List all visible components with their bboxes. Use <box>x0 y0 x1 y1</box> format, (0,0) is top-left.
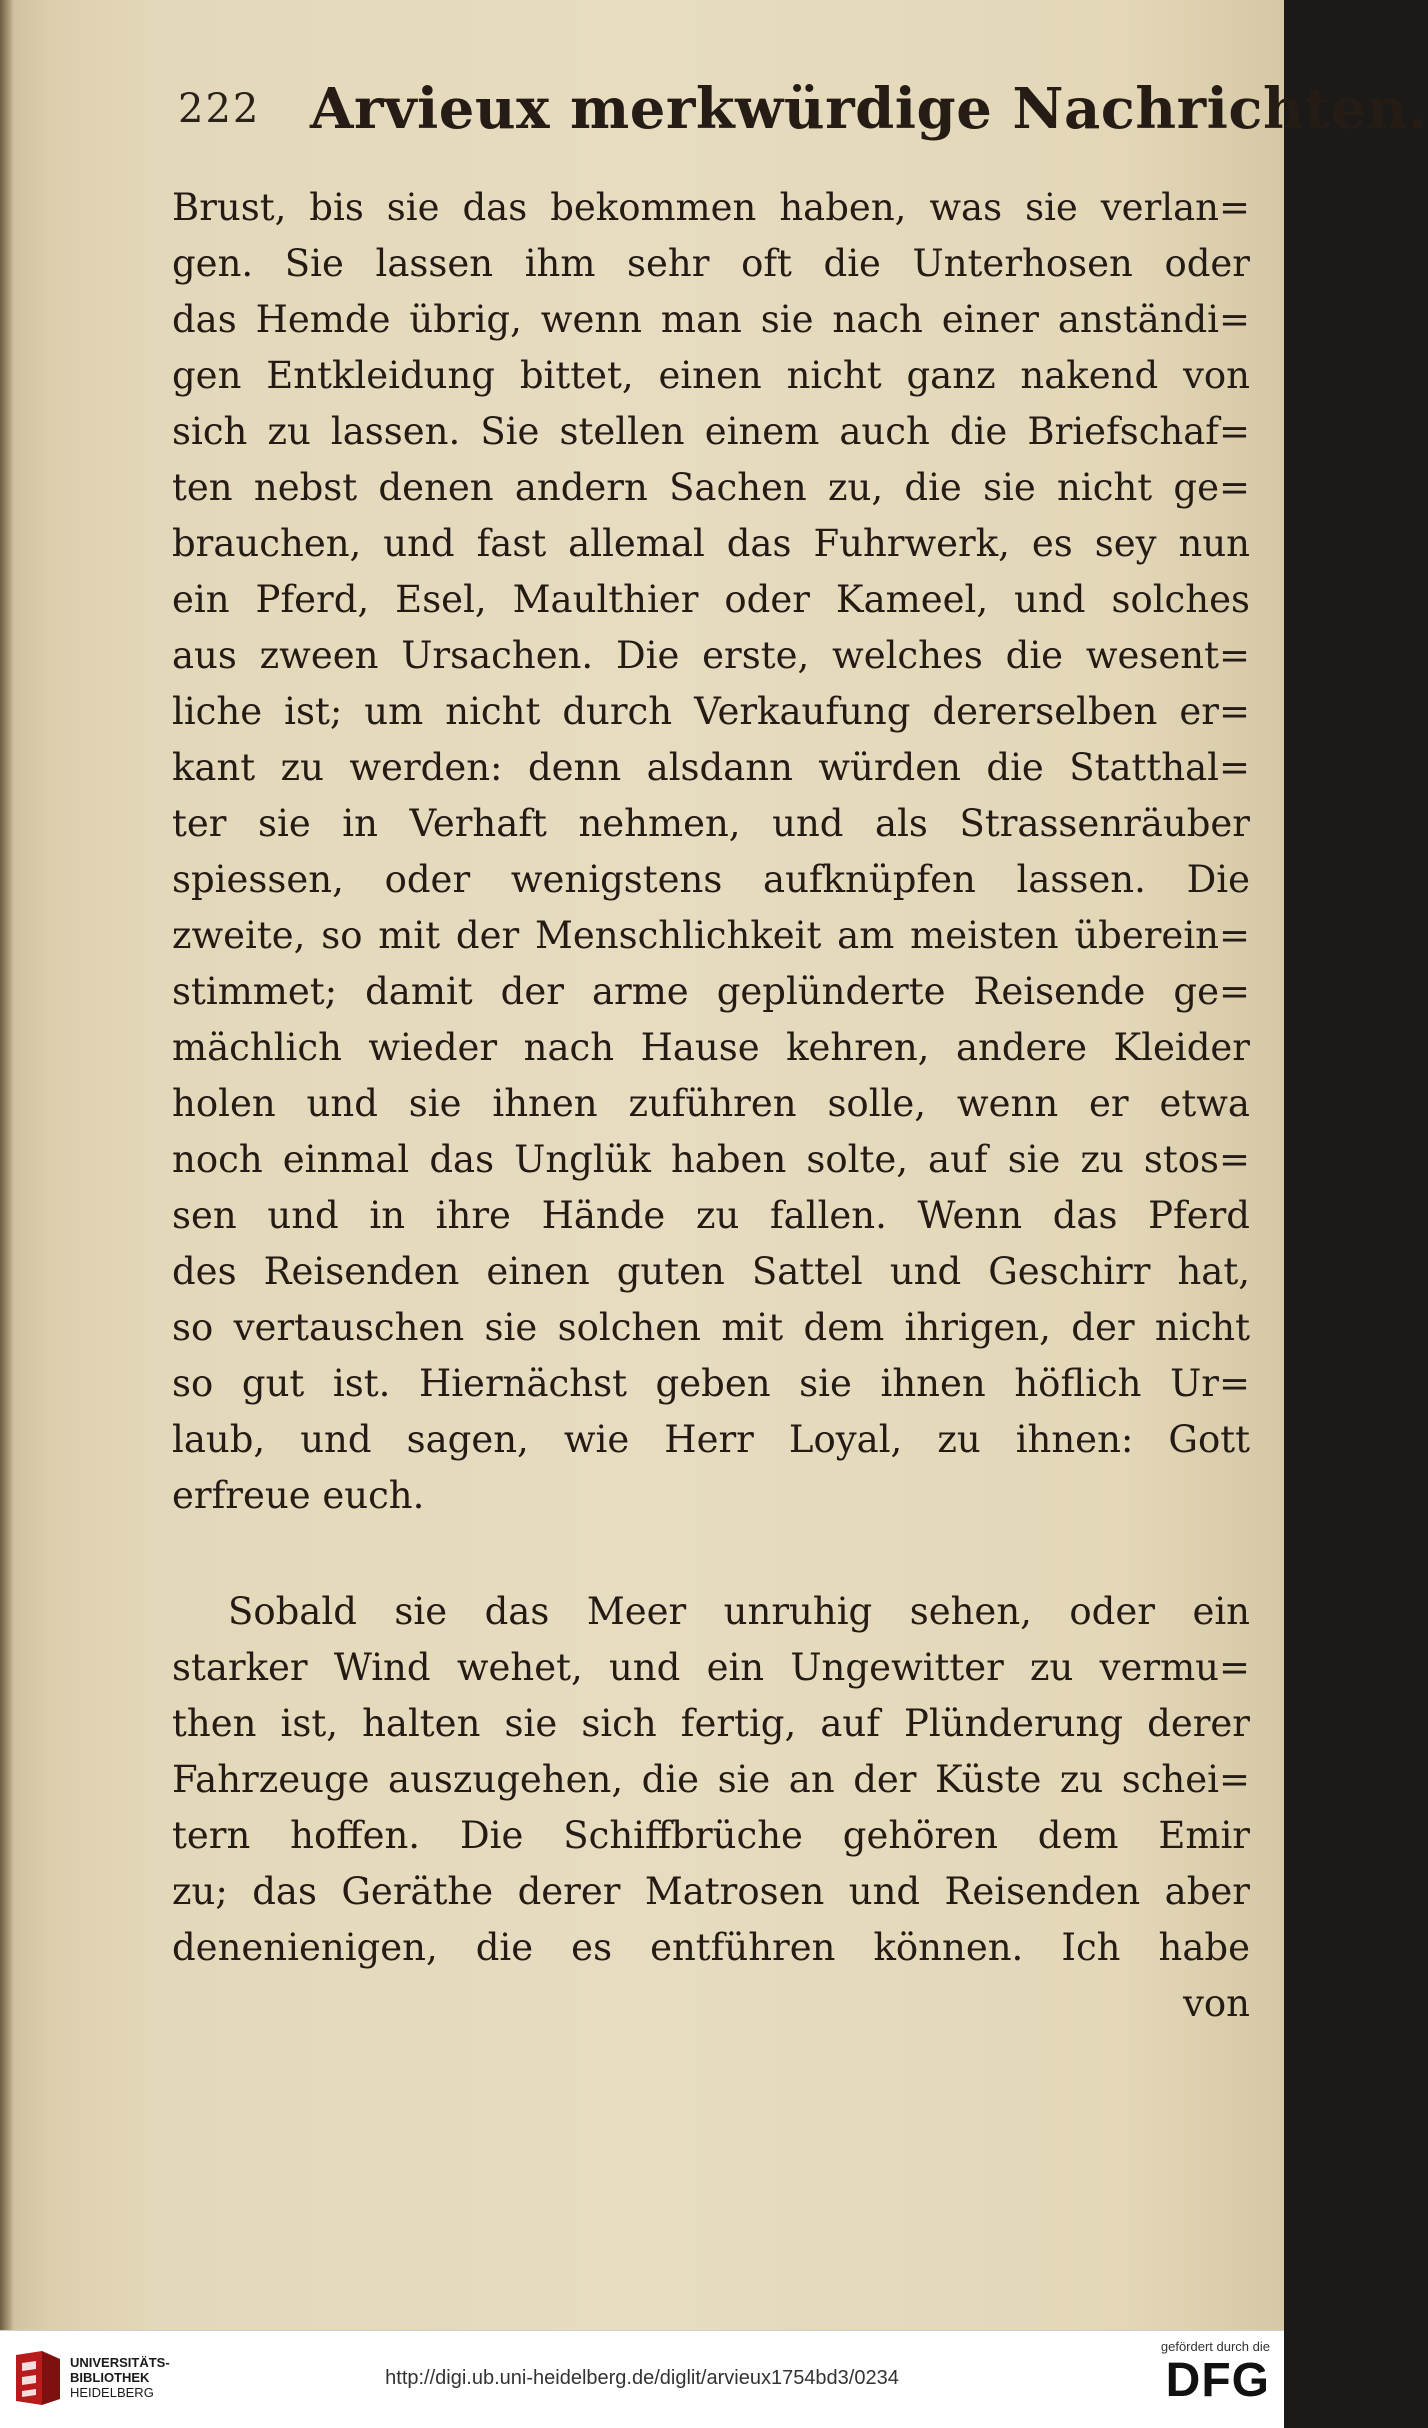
text-line: liche ist; um nicht durch Verkaufung dererselben er= <box>172 690 1250 733</box>
text-line: Brust, bis sie das bekommen haben, was sie verlan= <box>172 186 1250 229</box>
paragraph-1 <box>172 180 1250 1524</box>
text-line: holen und sie ihnen zuführen solle, wenn er etwa <box>172 1082 1250 1125</box>
page-gutter-shadow <box>0 0 14 2330</box>
text-line: brauchen, und fast allemal das Fuhrwerk, es sey nun <box>172 522 1250 565</box>
text-line: sich zu lassen. Sie stellen einem auch die Briefschaf= <box>172 410 1250 453</box>
text-line: das Hemde übrig, wenn man sie nach einer anständi= <box>172 298 1250 341</box>
text-line: gen Entkleidung bittet, einen nicht ganz nakend von <box>172 354 1250 397</box>
text-line: stimmet; damit der arme geplünderte Reisende ge= <box>172 970 1250 1013</box>
body-text <box>172 180 1250 2032</box>
text-line: ten nebst denen andern Sachen zu, die sie nicht ge= <box>172 466 1250 509</box>
text-line: so vertauschen sie solchen mit dem ihrigen, der nicht <box>172 1306 1250 1349</box>
text-line: then ist, halten sie sich fertig, auf Plünderung derer <box>172 1702 1250 1745</box>
text-line: zu; das Geräthe derer Matrosen und Reisenden aber <box>172 1870 1250 1913</box>
library-line-3: HEIDELBERG <box>70 2385 154 2400</box>
text-line: so gut ist. Hiernächst geben sie ihnen höflich Ur= <box>172 1362 1250 1405</box>
text-line: gen. Sie lassen ihm sehr oft die Unterhosen oder <box>172 242 1250 285</box>
library-line-1: UNIVERSITÄTS- <box>70 2355 170 2370</box>
text-line: ein Pferd, Esel, Maulthier oder Kameel, und solches <box>172 578 1250 621</box>
text-line: sen und in ihre Hände zu fallen. Wenn das Pferd <box>172 1194 1250 1237</box>
paragraph-2 <box>172 1584 1250 2032</box>
text-line: ter sie in Verhaft nehmen, und als Strassenräuber <box>172 802 1250 845</box>
text-line: spiessen, oder wenigstens aufknüpfen lassen. Die <box>172 858 1250 901</box>
text-line: denenienigen, die es entführen können. Ich habe <box>172 1926 1250 1969</box>
text-line: erfreue euch. <box>172 1474 425 1517</box>
viewer-footer <box>0 2330 1284 2428</box>
running-title: Arvieux merkwürdige Nachrichten. <box>310 76 1428 142</box>
text-line: Sobald sie das Meer unruhig sehen, oder ein <box>228 1590 1250 1633</box>
page-number: 222 <box>178 86 261 132</box>
library-line-2: BIBLIOTHEK <box>70 2370 150 2385</box>
permalink-url[interactable]: http://digi.ub.uni-heidelberg.de/diglit/arvieux1754bd3/0234 <box>385 2367 899 2389</box>
text-line: tern hoffen. Die Schiffbrüche gehören dem Emir <box>172 1814 1250 1857</box>
text-line: starker Wind wehet, und ein Ungewitter zu vermu= <box>172 1646 1250 1689</box>
funding-caption: gefördert durch die <box>1160 2339 1270 2354</box>
text-line: des Reisenden einen guten Sattel und Geschirr hat, <box>172 1250 1250 1293</box>
text-line: zweite, so mit der Menschlichkeit am meisten überein= <box>172 914 1250 957</box>
text-line: noch einmal das Unglük haben solte, auf sie zu stos= <box>172 1138 1250 1181</box>
text-line: kant zu werden: denn alsdann würden die Statthal= <box>172 746 1250 789</box>
text-line: Fahrzeuge auszugehen, die sie an der Küste zu schei= <box>172 1758 1250 1801</box>
text-line: laub, und sagen, wie Herr Loyal, zu ihnen: Gott <box>172 1418 1250 1461</box>
page-header <box>178 72 1428 152</box>
funder-block[interactable] <box>1130 2339 1270 2421</box>
text-line: mächlich wieder nach Hause kehren, andere Kleider <box>172 1026 1250 1069</box>
catchword: von <box>1182 1982 1250 2025</box>
paragraph-gap <box>172 1524 1250 1584</box>
text-line: aus zween Ursachen. Die erste, welches die wesent= <box>172 634 1250 677</box>
dfg-logo: DFG <box>1165 2354 1270 2407</box>
